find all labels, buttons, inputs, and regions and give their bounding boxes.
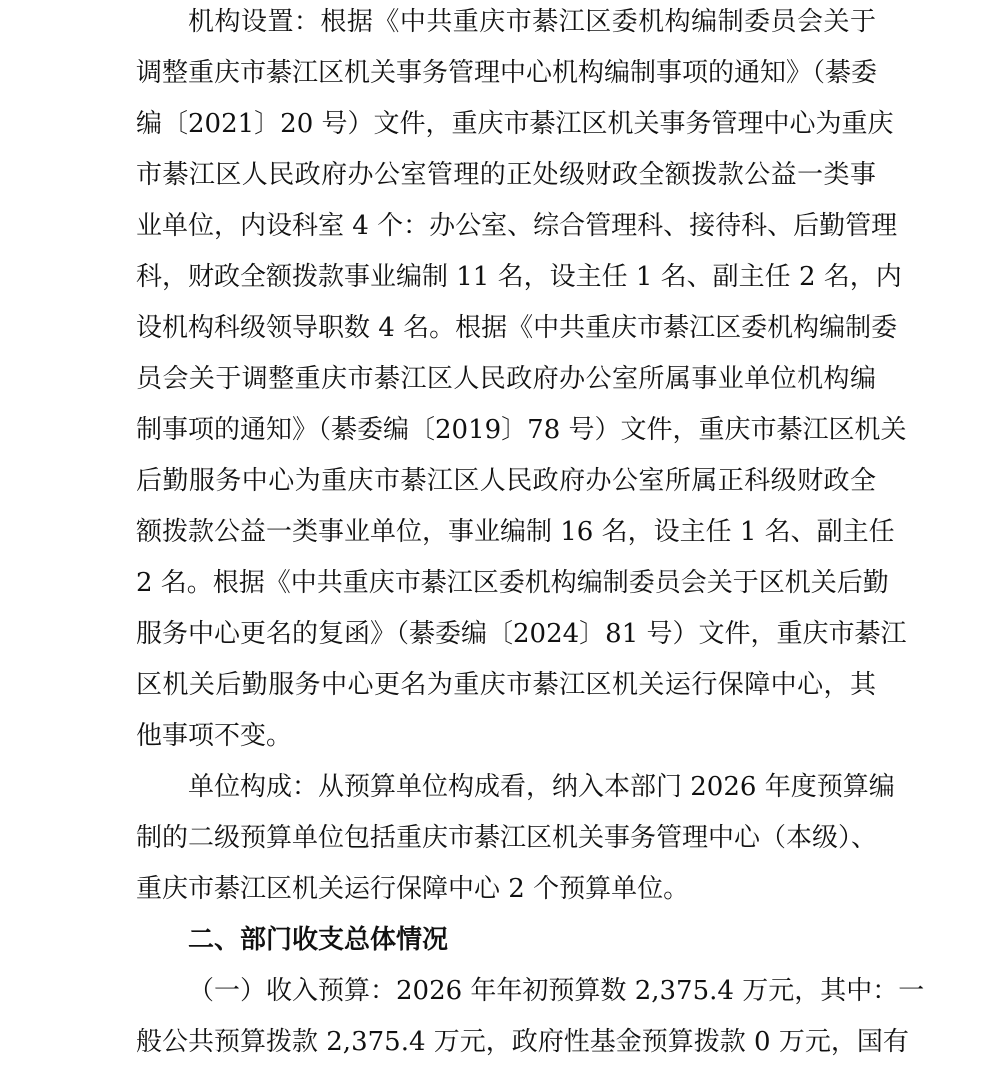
section-heading: 二、部门收支总体情况 (188, 925, 449, 955)
text-line: 制事项的通知》（綦委编〔2019〕78 号）文件，重庆市綦江区机关 (136, 415, 907, 445)
text-line: 重庆市綦江区机关运行保障中心 2 个预算单位。 (136, 874, 690, 904)
text-line: 额拨款公益一类事业单位，事业编制 16 名，设主任 1 名、副主任 (136, 517, 895, 547)
text-line: 般公共预算拨款 2,375.4 万元，政府性基金预算拨款 0 万元，国有 (136, 1027, 909, 1057)
text-line: （一）收入预算：2026 年年初预算数 2,375.4 万元，其中：一 (188, 976, 925, 1006)
text-line: 设机构科级领导职数 4 名。根据《中共重庆市綦江区委机构编制委 (136, 313, 898, 343)
text-line: 2 名。根据《中共重庆市綦江区委机构编制委员会关于区机关后勤 (136, 568, 889, 598)
text-line: 服务中心更名的复函》（綦委编〔2024〕81 号）文件，重庆市綦江 (136, 619, 907, 649)
text-line: 业单位，内设科室 4 个：办公室、综合管理科、接待科、后勤管理 (136, 211, 898, 241)
text-line: 科，财政全额拨款事业编制 11 名，设主任 1 名、副主任 2 名，内 (136, 262, 902, 292)
text-line: 单位构成：从预算单位构成看，纳入本部门 2026 年度预算编 (188, 772, 895, 802)
text-line: 调整重庆市綦江区机关事务管理中心机构编制事项的通知》（綦委 (136, 58, 878, 88)
text-line: 编〔2021〕20 号）文件，重庆市綦江区机关事务管理中心为重庆 (136, 109, 894, 139)
paragraph-unit-composition (136, 762, 895, 915)
text-line: 员会关于调整重庆市綦江区人民政府办公室所属事业单位机构编 (136, 364, 876, 394)
document-page (136, 0, 925, 1068)
text-line: 制的二级预算单位包括重庆市綦江区机关事务管理中心（本级）、 (136, 823, 878, 853)
text-line: 市綦江区人民政府办公室管理的正处级财政全额拨款公益一类事 (136, 160, 876, 190)
text-line: 后勤服务中心为重庆市綦江区人民政府办公室所属正科级财政全 (136, 466, 876, 496)
text-line: 机构设置：根据《中共重庆市綦江区委机构编制委员会关于 (188, 7, 876, 37)
paragraph-income-budget (136, 966, 925, 1068)
text-line: 他事项不变。 (136, 721, 293, 751)
paragraph-org-setup (136, 0, 907, 762)
text-line: 区机关后勤服务中心更名为重庆市綦江区机关运行保障中心，其 (136, 670, 876, 700)
